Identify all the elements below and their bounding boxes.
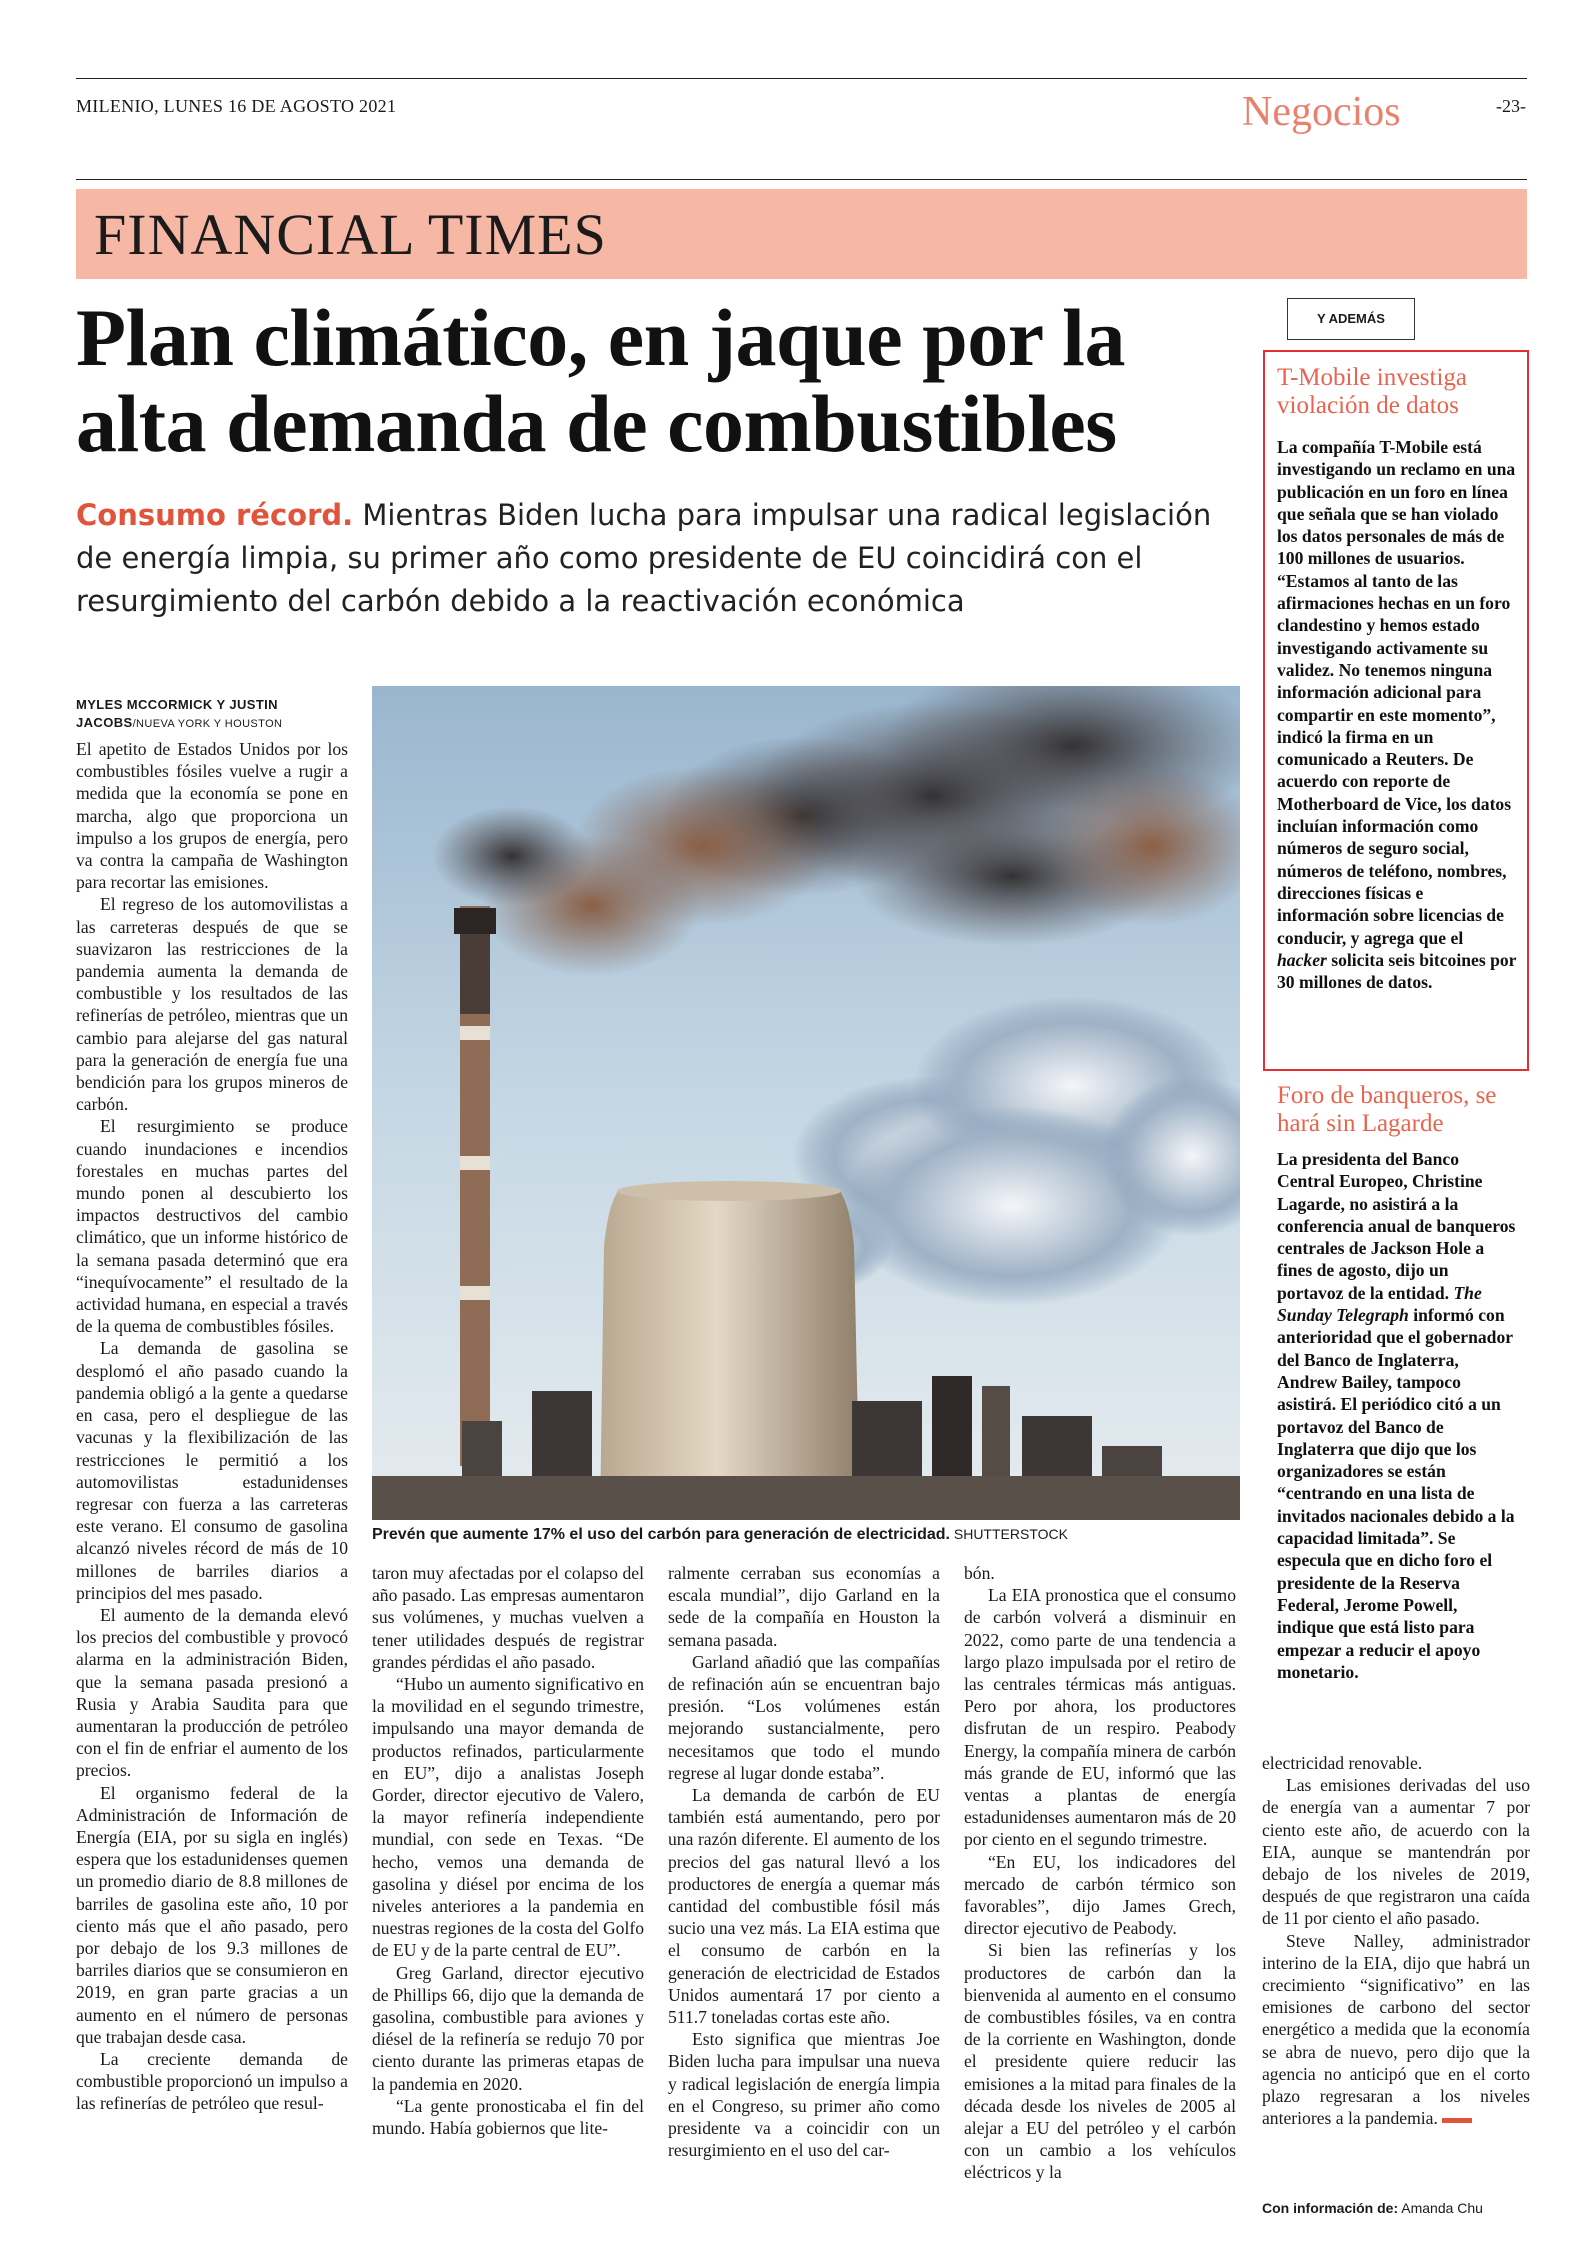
paragraph: electricidad renovable. bbox=[1262, 1753, 1423, 1773]
sources-label: Con información de: bbox=[1262, 2200, 1399, 2216]
section-name: Negocios bbox=[1242, 89, 1401, 135]
paragraph: Greg Garland, director ejecutivo de Phillips 66, dijo que la demanda de gasolina, combustible para aviones y diésel de la refinería se redujo 70 por ciento durante las primeras etapas de la pandemia en 2020. bbox=[372, 1962, 644, 2094]
photo-credit: SHUTTERSTOCK bbox=[949, 1526, 1068, 1542]
paragraph: La EIA pronostica que el consumo de carbón volverá a disminuir en 2022, como parte de una tendencia a largo plazo impulsada por el retiro de las centrales térmicas más antiguas. Pero por ahora, los productores disfrutan de un respiro. Peabody Energy, la compañía minera de carbón más grande de EU, informó que las ventas a plantas de energía estadunidenses aumentaron más de 20 por ciento en el segundo trimestre. bbox=[964, 1585, 1236, 1850]
page-number: -23- bbox=[1496, 96, 1526, 116]
top-rule bbox=[76, 78, 1527, 79]
paragraph: “Hubo un aumento significativo en la movilidad en el segundo trimestre, impulsando una mayor demanda de productos refinados, particularmente en EU”, dijo a analistas Joseph Gorder, director ejecutivo de Valero, la mayor refinería independiente mundial, con sede en Texas. “De hecho, vemos una demanda de gasolina y diésel por encima de los niveles anteriores a la pandemia en nuestras regiones de la costa del Golfo de EU y de la parte central de EU”. bbox=[372, 1674, 644, 1961]
paragraph bbox=[1262, 1930, 1530, 2130]
text-emphasis: The Sunday Telegraph bbox=[1277, 1282, 1482, 1326]
masthead-rule bbox=[76, 179, 1527, 180]
power-plant-photo bbox=[372, 686, 1240, 1520]
sources-name: Amanda Chu bbox=[1398, 2200, 1483, 2216]
sidebar-item-2-text bbox=[1277, 1148, 1517, 1683]
article-column-3 bbox=[668, 1562, 940, 2161]
paragraph: Esto significa que mientras Joe Biden lucha para impulsar una nueva y radical legislación de energía limpia en el Congreso, su primer año como presidente va a coincidir con un resurgimiento en el uso del car- bbox=[668, 2029, 940, 2161]
article-column-5 bbox=[1262, 1752, 1530, 2129]
paragraph-text: Steve Nalley, administrador interino de la EIA, dijo que habrá un crecimiento “significativo” en las emisiones de carbono del sector energético a medida que la economía se abra de nuevo, pero dijo que la agencia no anticipó que en el corto plazo regresaran a los niveles anteriores a la pandemia. bbox=[1262, 1930, 1530, 2129]
paragraph: El resurgimiento se produce cuando inundaciones e incendios forestales en muchas partes del mundo ponen al descubierto los impactos destructivos del cambio climático, que un informe histórico de la semana pasada determinó que era “inequívocamente” el resultado de la actividad humana, en especial a través de la quema de combustibles fósiles. bbox=[76, 1116, 348, 1337]
paragraph: “En EU, los indicadores del mercado de carbón térmico son favorables”, dijo James Grech, director ejecutivo de Peabody. bbox=[964, 1851, 1236, 1939]
paragraph: Si bien las refinerías y los productores de carbón dan la bienvenida al aumento en el consumo de combustibles fósiles, va en contra de la corriente en Washington, donde el presidente quiere reducir las emisiones a la mitad para finales de la década desde los niveles de 2005 al alejar a EU del petróleo y el carbón con un cambio a los vehículos eléctricos y la bbox=[964, 1940, 1236, 2183]
deck bbox=[76, 494, 1256, 623]
paragraph: El organismo federal de la Administración de Información de Energía (EIA, por su sigla en inglés) espera que los estadunidenses quemen un promedio diario de 8.8 millones de barriles de gasolina este año, 10 por ciento más que el año pasado, pero por debajo de los 9.3 millones de barriles diarios que se consumieron en 2019, en gran parte gracias a un aumento en el número de personas que trabajan desde casa. bbox=[76, 1782, 348, 2047]
sidebar-tag: Y ADEMÁS bbox=[1287, 298, 1415, 340]
banner-label: FINANCIAL TIMES bbox=[94, 202, 607, 267]
sidebar-item-2-title: Foro de banqueros, se hará sin Lagarde bbox=[1277, 1082, 1497, 1137]
article-column-2 bbox=[372, 1562, 644, 2139]
sidebar-item-1-title: T-Mobile investiga violación de datos bbox=[1277, 364, 1468, 419]
article-column-1 bbox=[76, 738, 348, 2115]
paragraph: La demanda de carbón de EU también está aumentando, pero por una razón diferente. El aumento de los precios del gas natural llevó a los productores de energía a quemar más cantidad del combustible fósil más sucio una vez más. La EIA estima que el consumo de carbón en la generación de electricidad de Estados Unidos aumentará 17 por ciento a 511.7 toneladas cortas este año. bbox=[668, 1785, 940, 2028]
paragraph: Las emisiones derivadas del uso de energía van a aumentar 7 por ciento este año, de acuerdo con la EIA, aunque se mantendrán por debajo de los niveles de 2019, después de que registraron una caída de 11 por ciento el año pasado. bbox=[1262, 1775, 1530, 1929]
article-column-4 bbox=[964, 1562, 1236, 2184]
end-mark-icon bbox=[1442, 2118, 1472, 2123]
paragraph: taron muy afectadas por el colapso del año pasado. Las empresas aumentaron sus volúmenes, y muchas vuelven a tener utilidades después de registrar grandes pérdidas el año pasado. bbox=[372, 1563, 644, 1672]
paragraph: El regreso de los automovilistas a las carreteras después de que se suavizaron las restricciones de la pandemia aumenta la demanda de combustible y los resultados de las refinerías de petróleo, mientras que un cambio para alejarse del gas natural para la generación de energía fue una bendición para los grupos mineros de carbón. bbox=[76, 894, 348, 1115]
byline-location: /NUEVA YORK Y HOUSTON bbox=[132, 718, 283, 730]
byline bbox=[76, 696, 346, 733]
paragraph: La creciente demanda de combustible proporcionó un impulso a las refinerías de petróleo que resul- bbox=[76, 2048, 348, 2114]
byline-authors: MYLES MCCORMICK Y JUSTIN JACOBS bbox=[76, 697, 278, 730]
deck-kicker: Consumo récord. bbox=[76, 498, 354, 532]
text-part: La compañía T-Mobile está investigando un reclamo en una publicación en un foro en línea que señala que se han violado los datos personales de más de 100 millones de usuarios. “Estamos al tanto de las afirmaciones hechas en un foro clandestino y hemos estado investigando activamente su validez. No tenemos ninguna información adicional para compartir en este momento”, indicó la firma en un comunicado a Reuters. De acuerdo con reporte de Motherboard de Vice, los datos incluían información como números de seguro social, números de teléfono, nombres, direcciones físicas e información sobre licencias de conducir, y agrega que el bbox=[1277, 437, 1516, 948]
paragraph: El aumento de la demanda elevó los precios del combustible y provocó alarma en la administración Biden, que la semana pasada presionó a Rusia y Arabia Saudita para que aumentaran la producción de petróleo con el fin de enfriar el aumento de los precios. bbox=[76, 1604, 348, 1781]
power-plant-illustration bbox=[372, 686, 1240, 1520]
paragraph: “La gente pronosticaba el fin del mundo. Había gobiernos que lite- bbox=[372, 2095, 644, 2139]
paragraph: El apetito de Estados Unidos por los combustibles fósiles vuelve a rugir a medida que la economía se pone en marcha, algo que proporciona un impulso a los grupos de energía, pero va contra la campaña de Washington para recortar las emisiones. bbox=[76, 739, 348, 893]
financial-times-banner bbox=[76, 189, 1527, 279]
text-part: La presidenta del Banco Central Europeo, Christine Lagarde, no asistirá a la conferencia anual de banqueros centrales de Jackson Hole a fines de agosto, dijo un portavoz de la entidad. bbox=[1277, 1149, 1516, 1303]
paragraph: Garland añadió que las compañías de refinación aún se encuentran bajo presión. “Los volúmenes están mejorando sustancialmente, pero necesitamos que todo el mundo regrese al lugar donde estaba”. bbox=[668, 1651, 940, 1783]
masthead-date: MILENIO, LUNES 16 DE AGOSTO 2021 bbox=[76, 96, 397, 116]
text-part: informó con anterioridad que el gobernador del Banco de Inglaterra, Andrew Bailey, tampoco asistirá. El periódico citó a un portavoz del Banco de Inglaterra que dijo que los organizadores se están “centrando en una lista de invitados nacionales debido a la capacidad limitada”. Se especula que en dicho foro el presidente de la Reserva Federal, Jerome Powell, indique que está listo para empezar a reducir el apoyo monetario. bbox=[1277, 1305, 1515, 1682]
deck-text: Mientras Biden lucha para impulsar una radical legislación de energía limpia, su primer año como presidente de EU coincidirá con el resurgimiento del carbón debido a la reactivación económica bbox=[76, 498, 1212, 618]
text-part: solicita seis bitcoines por 30 millones de datos. bbox=[1277, 949, 1517, 993]
sources-credit bbox=[1262, 2200, 1483, 2216]
paragraph: bón. bbox=[964, 1563, 995, 1583]
headline: Plan climático, en jaque por la alta demanda de combustibles bbox=[76, 292, 1125, 469]
sidebar-item-1-text bbox=[1277, 436, 1517, 993]
paragraph: ralmente cerraban sus economías a escala mundial”, dijo Garland en la sede de la compañía en Houston la semana pasada. bbox=[668, 1563, 940, 1650]
paragraph: La demanda de gasolina se desplomó el año pasado cuando la pandemia obligó a la gente a quedarse en casa, pero el despliegue de las vacunas y la flexibilización de las restricciones le permitió a los automovilistas estadunidenses regresar con fuerza a las carreteras este verano. El consumo de gasolina alcanzó niveles récord de más de 10 millones de barriles diarios a principios del mes pasado. bbox=[76, 1338, 348, 1603]
photo-caption bbox=[372, 1526, 1252, 1544]
caption-text: Prevén que aumente 17% el uso del carbón para generación de electricidad. bbox=[372, 1526, 950, 1543]
text-emphasis: hacker bbox=[1277, 949, 1327, 970]
